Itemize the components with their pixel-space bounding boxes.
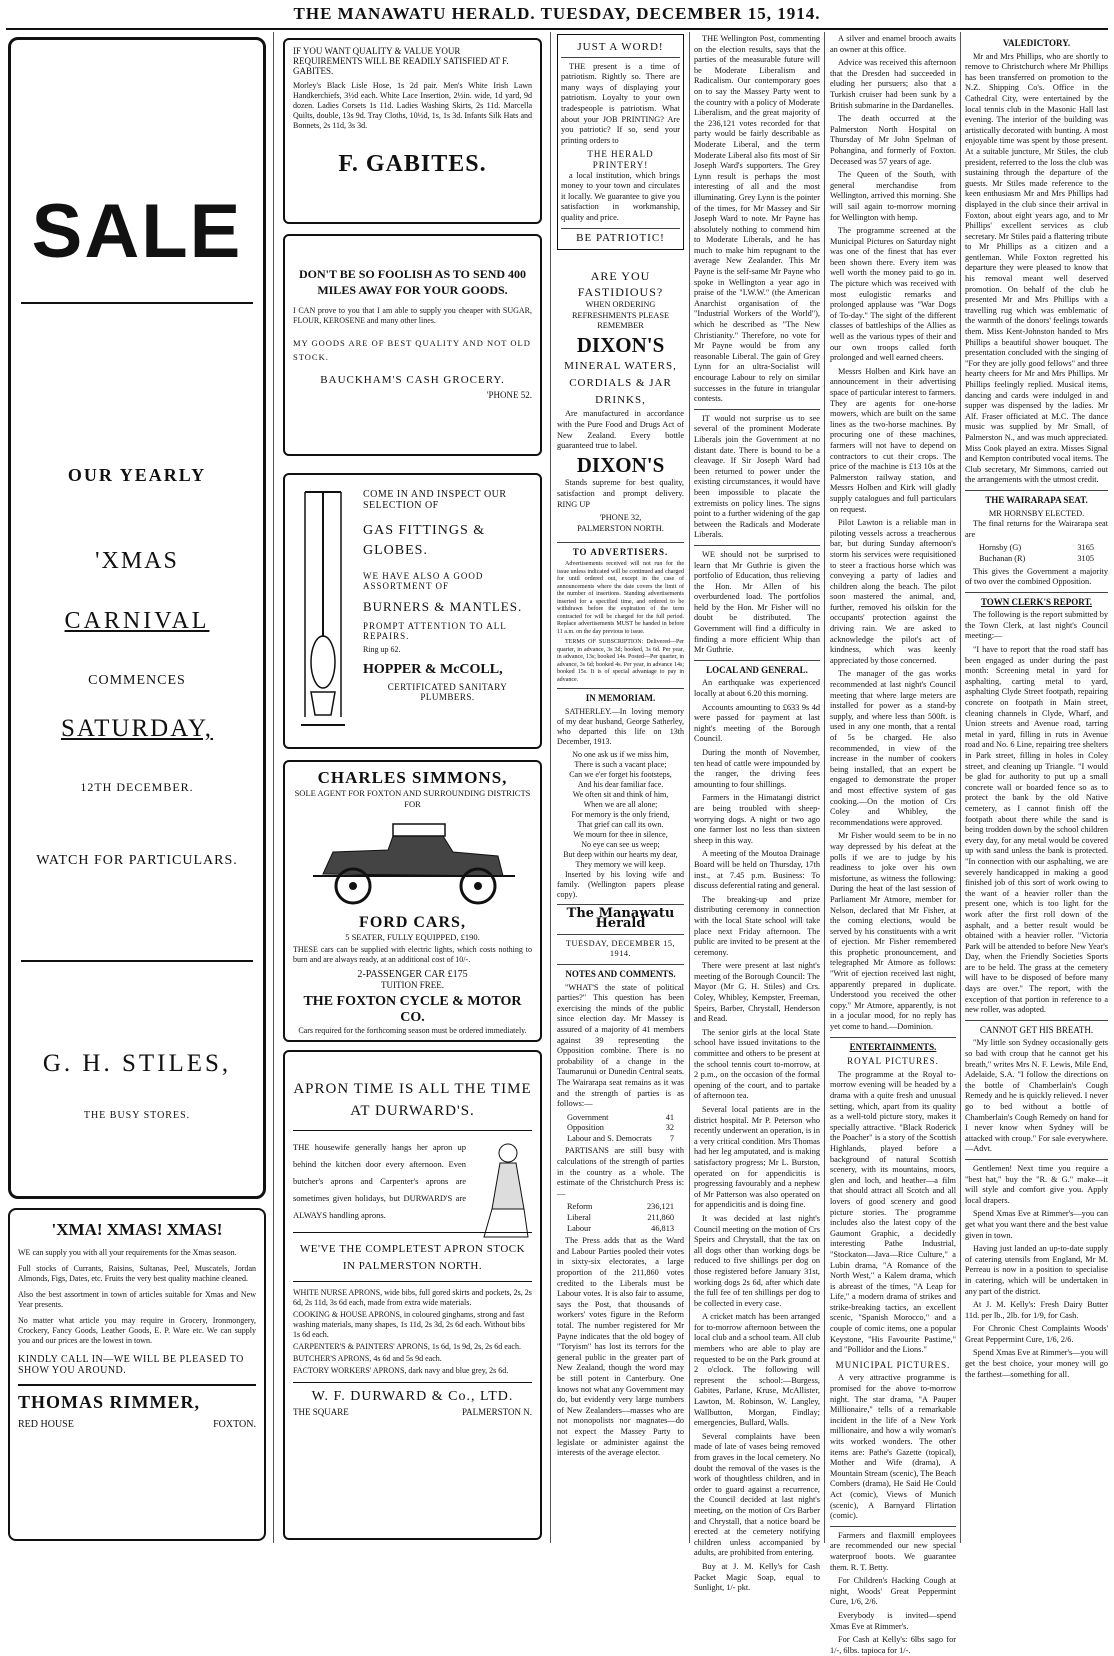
carnival-text: CARNIVAL: [64, 608, 210, 634]
notes-and-comments: NOTES AND COMMENTS.: [565, 968, 676, 979]
ordering: WHEN ORDERING REFRESHMENTS PLEASE REMEMBER: [571, 300, 670, 331]
guthrie-comment: WE should not be surprised to learn that Mr Guthrie is given the portfolio of Education, thus relieving the Hon. Mr Allen of his overburdened load. The portfolios held by the Hon. Mr Fisher will no doubt be distributed. The Government will find a difficulty in finding a more efficient Whip than Mr Guthrie.: [694, 549, 820, 655]
ford-cars: FORD CARS,: [359, 914, 466, 931]
news-item: Advice was received this afternoon that the Dresden had succeeded in eluding her pursuers; also that a Turkish cruiser had been sunk by a British submarine in the Dardanelles.: [830, 58, 956, 110]
news-item: Messrs Holben and Kirk have an announcement in their advertising space of particular interest to farmers. They are agents for one-horse mowers, which are built on the same lines as the two-horse machines. By procuring one of these machines, farmers will not have to depend on contractors to cut their crops. The price of the machine is £13 10s at the Palmerston railway station, and Messrs Holben and Kirk will gladly supply catalogues and full particulars on request.: [830, 366, 956, 514]
column-divider: [689, 32, 690, 1543]
apron-item: WHITE NURSE APRONS, wide bibs, full gored skirts and pockets, 2s, 2s 6d, 2s 11d, 3s 6d each, made from extra wide materials.: [293, 1288, 532, 1307]
rimmer-p3: No matter what article you may require in Grocery, Ironmongery, Crockery, Fancy Goods, Leather Goods, E. P. Ware etc. We can supply you and our prices are the lowest in town.: [18, 1316, 256, 1345]
rimmer-kindly: KINDLY CALL IN—WE WILL BE PLEASED TO SHOW YOU AROUND.: [18, 1354, 244, 1376]
breath-body: "My little son Sydney occasionally gets so bad with croup that he cannot get his breath," writes Mrs N. F. Lewis, Mile End, Adelaide, S.A. "I follow the directions on the bottle of Chamberlain's Cough Remedy and he is quickly relieved. I never go to bed without a bottle of Chamberlain's Cough Remedy on hand for I never know when Sydney will be attacked with croup." For sale everywhere.—Advt.: [965, 1038, 1108, 1154]
housewife-illustration: [470, 1139, 532, 1239]
column-divider: [550, 32, 551, 1543]
local-item: Buy at J. M. Kelly's for Cash Packet Magic Soap, equal to Sunlight, 1/- pkt.: [694, 1561, 820, 1593]
column-divider: [273, 32, 274, 1543]
advertisers-body: Advertisements received will not run for the issue unless indicated will be continued and charged for until ordered out, except in the case of announcements where the date covers the limit of the number of insertions. Standing advertisements inserted for a specified time, and ordered to be withdrawn before the expiration of the term contracted for will be charged for the full period. Replace advertisements MUST be handed in before 11 a.m. on the day previous to issue.: [557, 561, 684, 635]
post-comment: THE Wellington Post, commenting on the election results, says that the parties of the measurable future will be Moderate Liberalism and Radicalism. Our contemporary goes on to say the Massey Party went to the country with a policy of Moderate Liberalism, and the great majority of the 236,121 votes recorded for that party would be fairly describable as Moderate Liberal, and the term Moderate Liberal also fits most of Sir Joseph Ward's supporters. The Grey Lynn result is perhaps the most interesting of all and the most illuminating. Grey Lynn is the pointer of the times, for Mr Massey and Sir Joseph Ward to note. Mr Payne has absolutely nothing to commend him to Moderate Liberals, and he has much to make him repugnant to the average New Zealander. This Mr Payne is the self-same Mr Payne who spoke in Wellington a year ago in praise of the "I.W.W." (the American Anarchist organisation of the "Industrial Workers of the World"), which he described as "The New Christianity." Therefore, no vote for Mr Payne would be from any reasonable Liberal. The gain of Grey Lynn for an ultra-Socialist will encourage Labour to rely on similar successes in the future in triangular contests.: [694, 34, 820, 404]
partisans: PARTISANS are still busy with calculations of the strength of parties in the country as a whole. The estimate of the Christchurch Press is:—: [557, 1146, 684, 1198]
paper-title: The Manawatu Herald: [566, 905, 675, 932]
column-5: [830, 34, 956, 1655]
local-item: A meeting of the Moutoa Drainage Board will be held on Thursday, 17th inst., at 7.45 p.m. Business: To discuss deferential rating and general.: [694, 849, 820, 891]
news-item: The programme screened at the Municipal Pictures on Saturday night was one of the finest that has ever been shown there. Every item was well worth the money paid to go in. The picture which was received with most eulogistic remarks and prolonged applause was "War Dogs of To-day." The sight of the different classes of battleships of the Allies as well as the various types of their and our own troops called forth prolonged and well earned cheers.: [830, 226, 956, 363]
masthead: THE MANAWATU HERALD. TUESDAY, DECEMBER 15, 1914.: [293, 4, 821, 23]
durward-square: THE SQUARE: [293, 1407, 349, 1417]
hopper-l1: COME IN AND INSPECT OUR SELECTION OF: [363, 489, 507, 511]
notice-item: For Chronic Chest Complaints Woods' Great Peppermint Cure, 1/6, 2/6.: [965, 1324, 1108, 1344]
word-body: THE present is a time of patriotism. Rightly so. There are many ways of displaying your patriotism. Loyalty to your own tradespeople is patriotism. What about your JOB PRINTING? Are you patriotic? If so, send your printing orders to: [561, 61, 680, 145]
local-item: A cricket match has been arranged for to-morrow afternoon between the local club and a school team. All club members who are able to play are requested to be on the Park ground at 2 o'clock. The following will represent the school:—Burgess, Gabites, Parlane, Kruse, McAllister, Lawton, M. Robinson, W. Langley, Wallbutton, Morgan, Findlay; emergencies, Bullard, Walls.: [694, 1312, 820, 1428]
simmons-ad: [283, 760, 542, 1042]
poem-line: No one ask us if we miss him,: [572, 749, 669, 759]
simmons-name: CHARLES SIMMONS,: [317, 768, 508, 787]
foxton-cycle: THE FOXTON CYCLE & MOTOR CO.: [303, 994, 522, 1025]
column-6: [965, 34, 1108, 1542]
bauckham-title: DON'T BE SO FOOLISH AS TO SEND 400 MILES AWAY FOR YOUR GOODS.: [298, 267, 527, 297]
mineral-waters: MINERAL WATERS, CORDIALS & JAR DRINKS,: [564, 360, 677, 407]
durward-body: THE housewife generally hangs her apron up behind the kitchen door every afternoon. Even butcher's aprons and Carpenter's aprons are sometimes given holidays, but DURWARD'S are ALWAYS handling aprons.: [293, 1142, 466, 1220]
notice-item: Having just landed an up-to-date supply of catering utensils from England, Mr M. Perreau is now in a position to specialise in catering, which will be undertaken in any part of the district.: [965, 1244, 1108, 1296]
column-4: [694, 34, 820, 1593]
our-yearly: OUR YEARLY: [67, 465, 207, 485]
herald-body: a local institution, which brings money to your town and circulates it locally. We guarantee to give you satisfaction in workmanship, quality and price.: [561, 170, 680, 222]
sale-headline: SALE: [31, 189, 243, 274]
wairarapa-seat: THE WAIRARAPA SEAT.: [985, 494, 1088, 505]
local-item: Several complaints have been made of late of vases being removed from graves in the local cemetery. No doubt the removal of the vases is the work of thoughtless children, and in order to guard against a recurrence, the Council decided at last night's meeting, on the motion of Crs Barber and Chrystall, that a notice board be erected at the cemetery notifying children unless accompanied by adults, are prohibited from entering.: [694, 1431, 820, 1558]
local-and-general: LOCAL AND GENERAL.: [706, 664, 808, 675]
vote-row: Reform 236,121: [567, 1202, 674, 1212]
dixons-1: DIXON'S: [576, 332, 665, 357]
date-text: 12TH DECEMBER.: [80, 780, 194, 794]
valedictory: VALEDICTORY.: [1002, 38, 1071, 48]
rimmer-town: FOXTON.: [213, 1419, 256, 1430]
municipal-body: A very attractive programme is promised for the above to-morrow night. The star drama, "A Pauper Millionaire," tells of a remarkable incident in the life of a New York millionaire, and how a wily woman's wits worked wonders. The other items are: Pathe's Gazette (topical), Mother and Wife (drama), A Mountain Stream (scenic), The Beach Combers (drama), He Said He Could Act (comic), Views of Munich (scenic), A Barnyard Flirtation (comic).: [830, 1373, 956, 1521]
seat-row: Buchanan (R) 3105: [979, 553, 1094, 563]
hopper-ring: Ring up 62.: [363, 645, 401, 654]
cleavage-comment: IT would not surprise us to see several of the prominent Moderate Liberals join the Government at no distant date. There is bound to be a cleavage. If Sir Joseph Ward had been returned to power under the existing circumstances, it would have been impossible to placate the extremists on policy lines. The signs point to a further widening of the gap between the Radicals and Moderate Liberals.: [694, 413, 820, 540]
busy-stores: THE BUSY STORES.: [83, 1110, 191, 1121]
rimmer-p2: Also the best assortment in town of articles suitable for Xmas and New Year presents.: [18, 1290, 256, 1309]
hopper-tag: CERTIFICATED SANITARY PLUMBERS.: [387, 682, 508, 702]
bauckham-name: BAUCKHAM'S CASH GROCERY.: [320, 374, 505, 386]
just-a-word: JUST A WORD!: [577, 41, 664, 53]
local-item: An earthquake was experienced locally at about 6.20 this morning.: [694, 678, 820, 699]
durward-firm: W. F. DURWARD & Co., LTD.: [311, 1389, 514, 1404]
in-memoriam: IN MEMORIAM.: [585, 693, 656, 703]
durward-stock: WE'VE THE COMPLETEST APRON STOCK IN PALMERSTON NORTH.: [299, 1243, 526, 1272]
column-3: [557, 34, 684, 1542]
bauckham-ad: [283, 234, 542, 456]
entertainments: ENTERTAINMENTS.: [849, 1041, 937, 1052]
durward-town: PALMERSTON N.: [461, 1407, 532, 1417]
apron-list: [293, 1288, 532, 1376]
cannot-get-breath: CANNOT GET HIS BREATH.: [979, 1024, 1094, 1035]
news-item: Pilot Lawton is a reliable man in piloting vessels across a treacherous bar, but during Sunday afternoon's storm his services were requisitioned to steer a fractious horse which was conveying a party of ladies and children along the beach. The pilot soon mastered the animal, and, further, removed his oilskin for the occupants' protection against the driving rain. We are asked to acknowledge the pilot's act of kindness, which was keenly appreciated by those concerned.: [830, 518, 956, 665]
durward-ad: [283, 1050, 542, 1540]
local-item: The breaking-up and prize distributing ceremony in connection with the local State school will take place next Friday afternoon. The public are invited to be present at the ceremony.: [694, 894, 820, 957]
news-item: The manager of the gas works recommended at last night's Council meeting that where large meters are installed for power as a stand-by supply, and where less than 500ft. is used in any one month, that a rental of 5s be charged. He also recommended, in view of the increase in the number of cookers being installed, that an expert be engaged to demonstrate the proper and most effective system of gas cooking.—On the motion of Crs Coley and Whibley, the recommendations were approved.: [830, 669, 956, 827]
clerk-intro: The following is the report submitted by the Town Clerk, at last night's Council meeting:—: [965, 610, 1108, 641]
news-item: The death occurred at the Palmerston North Hospital on Thursday of Mr John Spelman of Pohangina, and formerly of Foxton. Deceased was 57 years of age.: [830, 114, 956, 166]
dateline: TUESDAY, DECEMBER 15, 1914.: [565, 938, 676, 959]
notice-item: Gentlemen! Next time you require a "best hat," buy the "R. & G." make—it will style and comfort give you. Apply local drapers.: [965, 1163, 1108, 1205]
hopper-l3: WE HAVE ALSO A GOOD ASSORTMENT OF: [363, 571, 484, 591]
column-divider: [960, 32, 961, 1543]
gabites-name: F. GABITES.: [338, 151, 487, 177]
rimmer-p1: Full stocks of Currants, Raisins, Sultanas, Peel, Muscatels, Jordan Almonds, Figs, Dates, etc. Fruits the very best quality machine cleaned.: [18, 1264, 256, 1283]
rimmer-intro: WE can supply you with all your requirements for the Xmas season.: [18, 1248, 237, 1257]
commences-text: COMMENCES: [88, 673, 186, 688]
watch-text: WATCH FOR PARTICULARS.: [36, 853, 238, 868]
rimmer-name: THOMAS RIMMER,: [18, 1392, 200, 1412]
fastidious: ARE YOU FASTIDIOUS?: [577, 269, 664, 300]
notice-item: Spend Xmas Eve at Rimmer's—you will get the best choice, your money will go the farthest—something for all.: [965, 1348, 1108, 1379]
apron-item: CARPENTER'S & PAINTERS' APRONS, 1s 6d, 1s 9d, 2s, 2s 6d each.: [293, 1342, 521, 1351]
rimmer-ad: [8, 1208, 266, 1541]
municipal-pictures: MUNICIPAL PICTURES.: [835, 1359, 951, 1370]
vote-row: Liberal 211,860: [567, 1213, 674, 1223]
party-row: Opposition 32: [567, 1123, 674, 1133]
votes-table: [567, 1202, 674, 1234]
local-item: During the month of November, ten head of cattle were impounded by the ranger, the driving fees amounting to four shillings.: [694, 748, 820, 789]
local-item: Accounts amounting to £633 9s 4d were passed for payment at last night's meeting of the Borough Council.: [694, 702, 820, 744]
poem-line: Can we e'er forget his footsteps,: [569, 769, 672, 779]
xmas-text: 'XMAS: [95, 548, 179, 574]
valedictory-body: Mr and Mrs Phillips, who are shortly to remove to Christchurch where Mr Phillips has been transferred on promotion to the N.Z. Shipping Co's. Office in the Cathedral City, were entertained by the local tennis club in the Masonic Hall last evening. The interior of the building was artistically decorated with bunting. A most enjoyable time was spent by those present. At a suitable juncture, Mr Stiles, the club president, referred to the loss the club was sustaining through the departure of the guests. Mr Stiles made reference to the keen enthusiasm Mr and Mrs Phillips had displayed in the club since their arrival in Foxton, about eight years ago, and to Mr Phillips' excellent services as club secretary. Mr Stiles paid a flattering tribute to Mr Phillips as a citizen and a gentleman. While Foxton regretted his departure they were pleased to know that his removal meant well deserved promotion. On behalf of the club he presented Mr and Mrs Phillips with a travelling rug which was emblematic of the warmth of the donors' feelings towards them. Miss Kent-Johnston handed to Mrs Phillips a beautiful shower bouquet. The presentation concluded with the singing of "For they are jolly good fellows" and three hearty cheers for Mr and Mrs Phillips. Mr Phillips feelingly replied. Musical items, dancing and cards were indulged in and supper was dispensed by the ladies. Mr Alf. Fraser officiated at M.C. The dance music was supplied by Mr Small, of Palmerston N., and was much appreciated. Miss Cook played an extra. Misses Signal and Kempton contributed vocal items. The Club secretary, Mr Simmons, carried out the arrangements with the utmost credit.: [965, 51, 1108, 485]
press-body: The Press adds that as the Ward and Labour Parties pooled their votes in sixty-six electorates, a large proportion of the 211,860 votes credited to the Liberals must be Labour votes. It is also fair to assume, says the Post, that thousands of workers' votes figure in the Reform total. The number registered for Mr Payne indicates that the old bogey of "Toryism" has lost its terrors for the general public in the greater part of New Zealand, though the word may be still potent in Canterbury. One knows not what any Government may do, but evidently very large numbers of New Zealanders—masses who are not monopolists nor magnates—do not expect the Massey Party to legislate or administer against the interests of the average elector.: [557, 1236, 684, 1458]
bauckham-phone: 'PHONE 52.: [486, 390, 532, 400]
notice-item: At J. M. Kelly's: Fresh Dairy Butter 11d. per lb., 2lb. for 1/9, for Cash.: [965, 1300, 1108, 1320]
memoriam-inserted: Inserted by his loving wife and family. (Wellington papers please copy).: [557, 869, 684, 899]
ford-body: THESE cars can be supplied with electric lights, which costs nothing to burn and are always ready, at an additional cost of 10/-.: [293, 945, 532, 964]
party-row: Labour and S. Democrats 7: [567, 1133, 674, 1143]
hopper-name: HOPPER & McCOLL,: [363, 662, 503, 677]
vote-row: Labour 46,813: [567, 1223, 674, 1233]
durward-title: APRON TIME IS ALL THE TIME AT DURWARD'S.: [293, 1081, 532, 1119]
gabites-body: Morley's Black Lisle Hose, 1s 2d pair. Men's White Irish Lawn Handkerchiefs, 3½d each. White Lace Insertion, 2½in. wide, 1d yard, 9d dozen. Ladies Corsets 1s 11d. Ladies Washing Skirts, 2s 11d. Marcella Quilts, double, 13s 9d. Tray Cloths, 10½d, 1s, 1s 3d. Infants Silk Hats and Bonnets, 2s 11d, 3s 3d.: [293, 81, 532, 130]
column-divider: [824, 32, 825, 1543]
poem-line: There is such a vacant place;: [574, 759, 667, 769]
stiles-name: G. H. STILES,: [42, 1050, 232, 1077]
apron-item: BUTCHER'S APRONS, 4s 6d and 5s 9d each.: [293, 1354, 442, 1363]
to-advertisers: TO ADVERTISERS.: [572, 547, 669, 558]
gabites-lead: IF YOU WANT QUALITY & VALUE YOUR REQUIREMENTS WILL BE READILY SATISFIED AT F. GABITES.: [293, 46, 509, 76]
be-patriotic: BE PATRIOTIC!: [576, 231, 665, 244]
clerk-body: "I have to report that the road staff has been engaged as under during the past month: Screening metal in yard for asphalting, carting metal to yard, asphalting Clyde Street footpath, repairing concrete on footpath in Main street, cleaning channels in Clyde, Wharf, and Union streets and Avenue road, tarring metal in yard, filling in ruts in Avenue road and No. 6 Line, repairing tree shelters in Park street, filling in holes in Coley street, and cleaning up Triangle. "I would be glad for authority to put up a small concrete wall or boarded fence so as to protect the bank by the old Native cemetery, as I cannot finish off the footpath about there while the sand is being trodden down by the school children every day, for any metal would be covered up with sand unless the bank is protected. "In connection with our asphalting, we are severely handicapped in making a good finished job of this sort of work owing to the want of a heavier roller than the present one, which is too light for the work after the first roll down of the asphalt, and a better result would be obtained with a heavier roller. "Victoria Park will be attended to before New Year's Day, when the Friendly Societies Sports are to be held. The grass at the cemetery will have to be disposed of before many days are over." The report, with the exception of that portion in reference to a new roller, was adopted.: [965, 645, 1108, 1015]
ford-seater: 5 SEATER, FULLY EQUIPPED, £190.: [345, 932, 480, 942]
news-item: Farmers and flaxmill employees are recommended our new special waterproof boots. We guarantee them. R. T. Betty.: [830, 1530, 956, 1572]
ford-tuition: TUITION FREE.: [381, 980, 444, 990]
memoriam-body: SATHERLEY.—In loving memory of my dear husband, George Satherley, who departed this life on 13th December, 1913.: [557, 706, 684, 746]
dixons-supreme: Stands supreme for best quality, satisfaction and prompt delivery. RING UP: [557, 478, 684, 509]
news-item: Everybody is invited—spend Xmas Eve at Rimmer's.: [830, 1610, 956, 1631]
news-item: Mr Fisher would seem to be in no way depressed by his defeat at the polls if we are to judge by his readiness to joke over his own misfortune, as witness the following: During the heat of the last session of Parliament Mr Atmore, member for Nelson, declared that Mr Fisher, at the coming elections, would be served by his constituents with a writ of ejection. Mr Fisher remembered this prophetic pronouncement, and telegraphed Mr Atmore as follows: "Writ of ejection received last night, apparently prepared in duplicate. Understood you received the other copy." Mr Atmore, apparently, is not in a jocular mood, for no reply has yet come to hand.—Dominion.: [830, 831, 956, 1032]
seat-table: [979, 543, 1094, 564]
poem-line: That grief can call its own.: [577, 819, 664, 829]
local-item: Farmers in the Himatangi district are being troubled with sheep-worrying dogs. A night or two ago one farmer lost no less than sixteen sheep in this way.: [694, 793, 820, 845]
masthead-rule: [6, 28, 1108, 30]
hopper-ad: [283, 473, 542, 749]
saturday-text: SATURDAY,: [60, 715, 214, 742]
poem-line: But deep within our hearts my dear,: [563, 849, 678, 859]
gas-fitting-illustration: [301, 487, 345, 737]
party-row: Government 41: [567, 1112, 674, 1122]
hornsby-elected: MR HORNSBY ELECTED.: [988, 508, 1085, 518]
cars-required: Cars required for the forthcoming season must be ordered immediately.: [298, 1026, 527, 1035]
news-item: For Cash at Kelly's: 6lbs sago for 1/-, 6lbs. tapioca for 1/-.: [830, 1635, 956, 1655]
dixons-palmerston: PALMERSTON NORTH.: [577, 523, 664, 533]
town-clerks-report: TOWN CLERK'S REPORT.: [980, 596, 1093, 607]
herald-printery: THE HERALD PRINTERY!: [587, 149, 654, 170]
dixons-2: DIXON'S: [576, 452, 665, 477]
local-item: There were present at last night's meeting of the Borough Council: The Mayor (Mr G. H. Stiles) and Crs. Coley, Whibley, Kempster, Freeman, Speirs, Barber, Chrystall, Henderson and Read.: [694, 961, 820, 1024]
subscription-terms: TERMS OF SUBSCRIPTION: Delivered—Per quarter, in advance, 3s 3d; booked, 3s 6d. Per year, in advance, 13s; booked 14s. Posted—Per quarter, in advance, 3s 6d; booked 4s. Per year, in advance 14s; booked 15s. It is of special advantage to pay in advance.: [557, 639, 684, 683]
gabites-ad: [283, 38, 542, 224]
poem-line: For memory is the only friend,: [571, 809, 670, 819]
poem-line: And his dear familiar face.: [577, 779, 664, 789]
party-table: [567, 1113, 674, 1145]
memoriam-poem: [557, 750, 684, 870]
just-a-word-box: [557, 34, 684, 250]
seat-row: Hornsby (G) 3165: [979, 543, 1094, 553]
royal-body: The programme at the Royal to-morrow evening will be headed by a drama with a quite fresh and unusual setting, which, apart from its quality as a well-told picture story, makes it specially attractive. "Black Roderick the Poacher" is a story of the Scottish Highlands, played before a background of natural Scottish scenery, with its mountains, moors, glen and loch, and heather—a film that should attract all Scotch and all lovers of good scenery and good picture stories. The programme includes also the latest copy of the Gaumont Graphic, a decidedly interesting Pathe Industrial, "Stockaton—Java—Rice Culture," a Lubin drama, "A Romance of the North West," a Kalem drama, which is abreast of the times, "A Leap for Life," a modern drama of strikes and strike-breaking tactics, an excellent scenic, "Spanish Morocco," and a couple of comic items, one a popular Keystone, "His Favourite Pastime," and "Pollidor and the Lions.": [830, 1069, 956, 1355]
apron-item: FACTORY WORKERS' APRONS, dark navy and blue grey, 2s 6d.: [293, 1366, 509, 1375]
dixons-phone: 'PHONE 32,: [599, 513, 642, 523]
hopper-l4: BURNERS & MANTLES.: [363, 599, 523, 614]
bauckham-quality: MY GOODS ARE OF BEST QUALITY AND NOT OLD STOCK.: [293, 338, 531, 362]
apron-item: COOKING & HOUSE APRONS, in coloured ginghams, strong and fast washing materials, many shapes, 1s 11d, 2s 3d, 2s 6d each. Without bibs 1s 6d each.: [293, 1310, 525, 1339]
notes-body: "WHAT'S the state of political parties?" This question has been exercising the minds of the public since election day. Mr Massey is assured of a majority of 41 members against 39 representing the Opposition combine. There is no probability of a change in the Taumarunui or Dunedin Central seats. The Wairarapa seat remains as it was and the strength of parties is as follows:—: [557, 982, 684, 1109]
local-item: The senior girls at the local State school have issued invitations to the committee and others to be present at the school tennis court to-morrow, at 2 p.m., on the occasion of the formal opening of the court, and to partake of afternoon tea.: [694, 1027, 820, 1101]
ford-passenger: 2-PASSENGER CAR £175: [357, 969, 468, 980]
rimmer-title: 'XMA! XMAS! XMAS!: [51, 1220, 223, 1239]
simmons-agent: SOLE AGENT FOR FOXTON AND SURROUNDING DISTRICTS FOR: [294, 788, 531, 809]
poem-line: We mourn for thee in silence,: [573, 829, 668, 839]
majority: This gives the Government a majority of two over the combined Opposition.: [965, 566, 1108, 587]
poem-line: They memory we will keep.: [575, 859, 666, 869]
local-item: Several local patients are in the district hospital. Mr P. Peterson who recently underwent an operation, is in a very critical condition. Mrs Thomas had her leg amputated, and is making satisfactory progress; Mr L. Burston, operated on for appendicitis is progressing favourably and a nephew of Mr Patterson was also operated on for appendicitis and is doing fine.: [694, 1105, 820, 1210]
notice-item: Spend Xmas Eve at Rimmer's—you can get what you want there and the best value given in town.: [965, 1209, 1108, 1240]
poem-line: No eye can see us weep;: [581, 839, 660, 849]
local-item: It was decided at last night's Council meeting on the motion of Crs Speirs and Chrystall, that the tax on all dogs other than working dogs be reduced to five shillings per dog on those registered before January 31st, working dogs 2s 6d, after which date the full fee of ten shillings per dog to be collected in every case.: [694, 1213, 820, 1308]
bauckham-body: I CAN prove to you that I am able to supply you cheaper with SUGAR, FLOUR, KEROSENE and many other lines.: [293, 306, 532, 325]
royal-pictures: ROYAL PICTURES.: [847, 1056, 939, 1067]
final-returns: The final returns for the Wairarapa seat are: [965, 519, 1108, 539]
rimmer-address: RED HOUSE: [18, 1419, 74, 1430]
ford-car-illustration: [293, 814, 533, 914]
stiles-sale-ad: [8, 37, 266, 1199]
poem-line: We often sit and think of him,: [572, 789, 669, 799]
hopper-l5: PROMPT ATTENTION TO ALL REPAIRS.: [363, 621, 507, 641]
news-item: For Children's Hacking Cough at night, Woods' Great Peppermint Cure, 1/6, 2/6.: [830, 1576, 956, 1607]
hopper-l2: GAS FITTINGS & GLOBES.: [363, 523, 486, 558]
news-item: The Queen of the South, with general merchandise from Wellington, arrived this morning. She will sail again to-morrow morning for Wellington with hemp.: [830, 170, 956, 222]
poem-line: When we are all alone;: [583, 799, 658, 809]
dixons-manufactured: Are manufactured in accordance with the Pure Food and Drugs Act of New Zealand. Every bottle guaranteed true to label.: [557, 409, 684, 451]
news-item: A silver and enamel brooch awaits an owner at this office.: [830, 34, 956, 54]
